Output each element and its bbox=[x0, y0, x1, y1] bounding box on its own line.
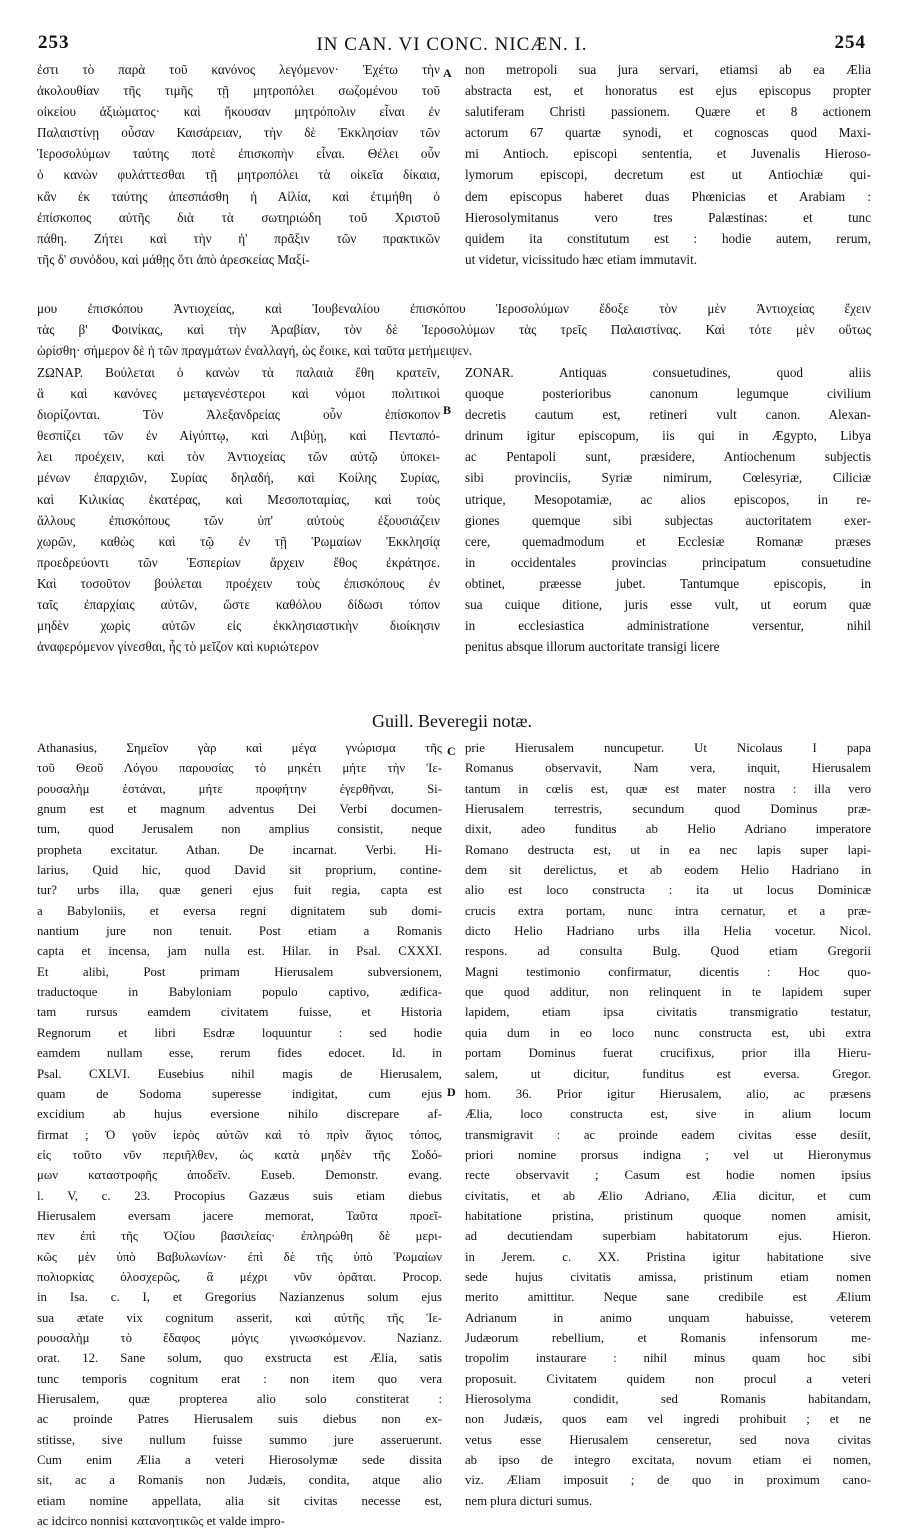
notes-right-line: prie Hierusalem nuncupetur. Ut Nicolaus I papa bbox=[465, 741, 871, 755]
notes-right-line: quia dum in eo loco nunc constructa est, ubi extra bbox=[465, 1025, 871, 1040]
notes-right-line: Ælia, loco constructa est, sive in alium locum bbox=[465, 1107, 871, 1122]
zonaras-latin-line: ac Pentapoli sunt, præsidere, Antiochenum subjectis bbox=[465, 449, 871, 465]
notes-left-line: κῶς μὲν ὑπὸ Βαβυλωνίων· ἐπὶ δὲ τῆς ὑπὸ Ῥωμαίων bbox=[37, 1249, 442, 1264]
notes-left-line: sit, ac a Romanis non Judæis, condita, atque alio bbox=[37, 1473, 442, 1488]
zonaras-greek-line: ἀναφερόμενον γίνεσθαι, ἧς τὸ μεῖζον καὶ κυριώτερον bbox=[37, 639, 319, 655]
greek-text-line: πάθη. Ζήτει καὶ τὴν ἡ' πρᾶξιν τῶν πρακτικῶν bbox=[37, 230, 440, 246]
notes-left-line: tam rursus eamdem civitatem fuisse, et Historia bbox=[37, 1005, 442, 1020]
notes-right-line: viz. Æliam imposuit ; de quo in proximum cano- bbox=[465, 1473, 871, 1488]
zonaras-latin-line: decretis cautum est, retineri vult canon. Alexan- bbox=[465, 407, 871, 423]
latin-text-line: Hierosolymitanus vero tres Palæstinas: et tunc bbox=[465, 209, 871, 225]
notes-left-line: stitisse, sive nullum fuisse summo jure asseruerunt. bbox=[37, 1432, 442, 1447]
notes-right-line: dicto Helio Hadriano urbs illa Helia vocetur. Nicol. bbox=[465, 924, 871, 939]
notes-right-line: transmigravit : ac proinde eadem civitas esse desiit, bbox=[465, 1127, 871, 1142]
notes-left-line: εἰς τοῦτο νῦν περιῆλθεν, ὡς κατὰ μηδὲν τῆς Σοδό- bbox=[37, 1147, 442, 1162]
greek-text-line: ὡρίσθη· σήμερον δὲ ἡ τῶν πραγμάτων ἐναλλαγή, ὡς ἔοικε, καὶ ταῦτα μετήμειψεν. bbox=[37, 343, 473, 359]
greek-text-line: τῆς δ' συνόδου, καὶ μάθῃς ὅτι ἀπὸ ἀρεσκείας Μαξί- bbox=[37, 251, 310, 267]
notes-left-line: traductoque in Babyloniam populo captivo, ædifica- bbox=[37, 985, 442, 1000]
greek-text-line: ἀκολουθίαν τῆς τιμῆς τῇ μητροπόλει σωζομένου τοῦ bbox=[37, 83, 440, 99]
notes-right-line: crucis extra portam, nunc intra cernatur, et a præ- bbox=[465, 903, 871, 918]
notes-left-line: propheta excitatur. Athan. De incarnat. Verbi. Hi- bbox=[37, 842, 442, 857]
notes-left-line: Regnorum et libri Esdræ loquuntur : sed hodie bbox=[37, 1025, 442, 1040]
greek-text-line: ἐπίσκοπος αὐτῆς διὰ τὰ σωτηριώδη τοῦ Χριστοῦ bbox=[37, 209, 440, 225]
notes-right-line: dem sit derelictus, et ab eodem Helio Hadriano in bbox=[465, 863, 871, 878]
notes-left-line: nantium jure non tenuit. Post etiam a Romanis bbox=[37, 924, 442, 939]
notes-left-line: πολιορκίας ὁλοσχερῶς, ἃ μέχρι νῦν ὁρᾶται. Procop. bbox=[37, 1269, 442, 1284]
latin-text-line: quidem ita constitutum est : hodie autem, rerum, bbox=[465, 230, 871, 246]
notes-right-line: habitatione pristina, pristinum quoque nomen amisit, bbox=[465, 1208, 871, 1223]
notes-right-line: nem plura dicturi sumus. bbox=[465, 1493, 593, 1508]
notes-right-line: proposuit. Civitatem quidem non procul a veteri bbox=[465, 1371, 871, 1386]
notes-left-line: larius, Quid hic, quod David sit proprium, contine- bbox=[37, 863, 442, 878]
greek-text-line: ἐστι τὸ παρὰ τοῦ κανόνος λεγόμενον· Ἐχέτω τὴν bbox=[37, 62, 440, 77]
notes-right-line: priori nomine prorsus indigna ; vel ut Hieronymus bbox=[465, 1147, 871, 1162]
notes-right-line: civitatis, et ab Ælio Adriano, Ælia dicitur, et cum bbox=[465, 1188, 871, 1203]
zonaras-greek-line: ἃ καὶ κανόνες μεταγενέστεροι καὶ νόμοι πολιτικοὶ bbox=[37, 386, 440, 402]
margin-marker-b: B bbox=[443, 403, 452, 417]
notes-right-line: ab ipso de integro excitata, novum etiam ei nomen, bbox=[465, 1453, 871, 1468]
notes-left-line: l. V, c. 23. Procopius Gazæus suis etiam diebus bbox=[37, 1188, 442, 1203]
notes-left-line: μων καταστροφῆς ἀποδεῖν. Euseb. Demonstr. evang. bbox=[37, 1168, 442, 1183]
notes-left-line: tum, quod Jerusalem non amplius consistit, neque bbox=[37, 822, 442, 837]
zonaras-greek-line: ταῖς ἐπαρχίαις αὐτῶν, ὥστε καθόλου δίδωσι τόπον bbox=[37, 597, 440, 613]
notes-left-column bbox=[37, 738, 442, 1531]
notes-left-line: ρουσαλὴμ τὸ ἔδαφος μόγις γινωσκόμενον. Nazianz. bbox=[37, 1330, 442, 1345]
greek-text-line: ὁ κανὼν φυλάττεσθαι τῇ μητροπόλει τὰ οἰκεῖα δίκαια, bbox=[37, 167, 440, 183]
zonaras-latin-column bbox=[465, 362, 871, 657]
notes-left-line: a Babyloniis, et eversa regni dignitatem sub domi- bbox=[37, 903, 442, 918]
notes-left-line: ac idcirco nonnisi κατανοητικῶς et valde impro- bbox=[37, 1514, 285, 1529]
latin-text-line: mi Antioch. episcopi sententia, et Juvenalis Hieroso- bbox=[465, 146, 871, 162]
notes-left-line: in Isa. c. I, et Gregorius Nazianzenus solum ejus bbox=[37, 1290, 442, 1305]
notes-right-line: que quod additur, non relinquent in te lapidem super bbox=[465, 985, 871, 1000]
page-number-left: 253 bbox=[38, 32, 70, 53]
zonaras-latin-line: ZONAR. Antiquas consuetudines, quod aliis bbox=[465, 365, 871, 380]
notes-left-line: excidium ab hujus eversione nihilo discrepare af- bbox=[37, 1107, 442, 1122]
zonaras-greek-line: μένων ἐπαρχιῶν, Συρίας δηλαδή, καὶ Κοίλης Συρίας, bbox=[37, 470, 440, 486]
notes-left-line: tur? urbs illa, quæ generi ejus fuit regia, capta est bbox=[37, 883, 442, 898]
notes-left-line: πεν ἐπὶ τῆς Ὀζίου βασιλείας· ἐπληρώθη δὲ μερι- bbox=[37, 1229, 442, 1244]
zonaras-greek-line: ΖΩΝΑΡ. Βούλεται ὁ κανὼν τὰ παλαιὰ ἔθη κρατεῖν, bbox=[37, 365, 440, 380]
greek-full-width-paragraph bbox=[37, 298, 871, 361]
notes-left-line: firmat ; Ὁ γοῦν ἱερὸς αὐτῶν καὶ τὸ πρὶν ἅγιος τόπος, bbox=[37, 1127, 442, 1142]
notes-right-line: Adrianum in animo unquam habuisse, veterem bbox=[465, 1310, 871, 1325]
notes-right-line: hom. 36. Prior igitur Hierusalem, alio, ac præsens bbox=[465, 1086, 871, 1101]
latin-text-line: salutiferam Christi passionem. Quære et 8 actionem bbox=[465, 104, 871, 120]
zonaras-latin-line: quoque posterioribus canonum legumque civilium bbox=[465, 386, 871, 402]
page-number-right: 254 bbox=[834, 32, 866, 53]
notes-left-line: τοῦ Θεοῦ Λόγου παρουσίας τὸ μηκέτι μήτε τὴν Ἱε- bbox=[37, 761, 442, 776]
zonaras-greek-line: χωρῶν, καθὼς καὶ τῷ ἐν τῇ Ῥωμαίων Ἐκκλησίᾳ bbox=[37, 533, 440, 549]
greek-text-line: μου ἐπισκόπου Ἀντιοχείας, καὶ Ἰουβεναλίου ἐπισκόπου Ἱεροσολύμων ἔδοξε τὸν μὲν Ἀντιοχείας ἔχειν bbox=[37, 301, 871, 316]
notes-left-line: capta et incensa, jam nulla est. Hilar. in Psal. CXXXI. bbox=[37, 944, 442, 959]
zonaras-greek-line: θεσπίζει τῶν ἐν Αἰγύπτῳ, καὶ Λιβύῃ, καὶ Πενταπό- bbox=[37, 428, 440, 444]
zonaras-greek-line: προεδρεύοντι τῶν Ἑσπερίων ἄρχειν ἔθος ἐκράτησε. bbox=[37, 554, 440, 570]
zonaras-latin-line: giones quemque sibi subjectas auctoritatem exer- bbox=[465, 512, 871, 528]
zonaras-latin-line: obtinet, præesse jubet. Tantumque episcopis, in bbox=[465, 575, 871, 591]
notes-left-line: sua ætate vix cognitum asserit, καὶ αὐτῆς τῆς Ἱε- bbox=[37, 1310, 442, 1325]
zonaras-latin-line: sibi provinciis, Syriæ nimirum, Cœlesyriæ, Ciliciæ bbox=[465, 470, 871, 486]
zonaras-latin-line: in occidentales provincias principatum consuetudine bbox=[465, 554, 871, 570]
latin-text-line: ut videtur, vicissitudo hæc etiam immutavit. bbox=[465, 251, 698, 267]
zonaras-greek-line: λει προέχειν, καὶ τὸν Ἀντιοχείας τῶν αὐτῷ ὑποκει- bbox=[37, 449, 440, 465]
notes-left-line: Psal. CXLVI. Eusebius nihil magis de Hierusalem, bbox=[37, 1066, 442, 1081]
notes-left-line: orat. 12. Sane solum, quo exstructa est Ælia, satis bbox=[37, 1351, 442, 1366]
greek-column-top bbox=[37, 59, 440, 270]
notes-right-line: tropolim instaurare : nihil minus quam hoc sibi bbox=[465, 1351, 871, 1366]
margin-marker-d: D bbox=[447, 1085, 456, 1099]
margin-marker-a: A bbox=[443, 66, 452, 80]
notes-right-line: ad decutiendam superbiam habitatorum ejus. Hieron. bbox=[465, 1229, 871, 1244]
notes-right-line: Hierosolyma condidit, sed Romanis habitandam, bbox=[465, 1392, 871, 1406]
notes-right-line: merito amittitur. Neque sane credibile est Ælium bbox=[465, 1290, 871, 1305]
zonaras-latin-line: drinum igitur episcopum, iis qui in Ægypto, Libya bbox=[465, 428, 871, 444]
latin-text-line: lymorum episcopi, decretum est ut Antiochiæ qui- bbox=[465, 167, 871, 183]
notes-right-line: Romano destructa est, ut in ea nec lapis super lapi- bbox=[465, 842, 871, 857]
latin-column-top bbox=[465, 59, 871, 270]
zonaras-latin-line: utrique, Mesopotamiæ, ac alios episcopos, in re- bbox=[465, 491, 871, 507]
zonaras-greek-line: καὶ Κιλικίας ἑκατέρας, καὶ Μεσοποταμίας, καὶ τοὺς bbox=[37, 491, 440, 507]
notes-right-line: tantum in cœlis est, quæ est mater nostra : illa vero bbox=[465, 781, 871, 796]
notes-right-line: vetus esse Hierusalem censeretur, sed nova civitas bbox=[465, 1432, 871, 1447]
notes-right-line: Judæorum rebellium, et Romanis infensorum me- bbox=[465, 1330, 871, 1345]
notes-right-line: dixit, adeo funditus ab Helio Adriano imperatore bbox=[465, 822, 871, 837]
notes-right-line: alio est loco constructa : ita ut locus Dominicæ bbox=[465, 883, 871, 898]
notes-left-line: eamdem nullam esse, rerum fides edocet. Id. in bbox=[37, 1046, 442, 1061]
zonaras-greek-line: διορίζονται. Τὸν Ἀλεξανδρείας οὖν ἐπίσκοπον bbox=[37, 407, 440, 423]
notes-right-line: Hierusalem terrestris, secundum quod Dominus præ- bbox=[465, 802, 871, 817]
greek-text-line: Παλαιστίνῃ οὖσαν Καισάρειαν, τὴν δὲ Ἐκκλησίαν τῶν bbox=[37, 125, 440, 141]
zonaras-latin-line: sua cuique ditione, juris esse vult, ut eorum quæ bbox=[465, 597, 871, 613]
notes-right-column bbox=[465, 738, 871, 1511]
notes-left-line: quam de Sodoma superesse indigitat, cum ejus bbox=[37, 1086, 442, 1101]
latin-text-line: actorum 67 quartæ synodi, et cognoscas quod Maxi- bbox=[465, 125, 871, 141]
zonaras-latin-line: in ecclesiastica administratione versentur, nihil bbox=[465, 618, 871, 634]
running-title: IN CAN. VI CONC. NICÆN. I. bbox=[316, 34, 588, 55]
notes-right-line: portam Dominus fuerat crucifixus, prior illa Hieru- bbox=[465, 1046, 871, 1061]
greek-text-line: Ἱεροσολύμων ταύτης ποτὲ ἐπισκοπὴν εἶναι. Θέλει οὖν bbox=[37, 146, 440, 162]
notes-left-line: Et alibi, Post primam Hierusalem subversionem, bbox=[37, 964, 442, 979]
notes-right-line: salem, ut dicitur, funditus est eversa. Gregor. bbox=[465, 1066, 871, 1081]
latin-text-line: non metropoli sua jura servari, etiamsi ab ea Ælia bbox=[465, 62, 871, 77]
latin-text-line: dem episcopus haberet duas Phœnicias et Arabiam : bbox=[465, 188, 871, 204]
notes-left-line: Athanasius, Σημεῖον γὰρ καὶ μέγα γνώρισμα τῆς bbox=[37, 741, 442, 755]
notes-left-line: Hierusalem, quæ propterea alio solo constiterat : bbox=[37, 1392, 442, 1406]
zonaras-latin-line: cere, quemadmodum et Ecclesiæ Romanæ præses bbox=[465, 533, 871, 549]
page-header bbox=[38, 32, 866, 60]
greek-text-line: τὰς β' Φοινίκας, καὶ τὴν Ἀραβίαν, τὸν δὲ Ἱεροσολύμων τὰς τρεῖς Παλαιστίνας. Καὶ τότε μὲν οὕτως bbox=[37, 322, 871, 338]
notes-heading: Guill. Beveregii notæ. bbox=[372, 711, 532, 731]
latin-text-line: abstracta est, et honoratus est ejus episcopus propter bbox=[465, 83, 871, 99]
zonaras-greek-line: μηδὲν χωρὶς αὐτῶν εἰς ἐκκλησιαστικὴν διοίκησιν bbox=[37, 618, 440, 634]
notes-right-line: sede hujus civitatis amissa, pristinum etiam nomen bbox=[465, 1269, 871, 1284]
zonaras-latin-line: penitus absque illorum auctoritate transigi licere bbox=[465, 639, 720, 655]
zonaras-greek-line: ἄλλους ἐπισκόπους τῶν ὑπ' αὐτοὺς ἐξουσιάζειν bbox=[37, 512, 440, 528]
notes-right-line: respons. ad consulta Bulg. Quod etiam Gregorii bbox=[465, 944, 871, 959]
notes-right-line: Romanus observavit, Nam vera, inquit, Hierusalem bbox=[465, 761, 871, 776]
notes-right-line: recte observavit ; Casum est hodie nomen ipsius bbox=[465, 1168, 871, 1183]
margin-marker-c: C bbox=[447, 744, 456, 758]
notes-left-line: tunc temporis cognitum erat : non item quo vera bbox=[37, 1371, 442, 1386]
notes-left-line: etiam nomine appellata, alia sit civitas necesse est, bbox=[37, 1493, 442, 1508]
notes-left-line: ac proinde Patres Hierusalem suis diebus non ex- bbox=[37, 1412, 442, 1427]
zonaras-greek-column bbox=[37, 362, 440, 657]
notes-right-line: Magni testimonio confirmatur, dicentis : Hoc quo- bbox=[465, 964, 871, 979]
zonaras-greek-line: Καὶ τοσοῦτον βούλεται προέχειν τοὺς ἐπισκόπους ἐν bbox=[37, 575, 440, 591]
notes-right-line: non Judæis, quos eam vel ingredi prohibuit ; et ne bbox=[465, 1412, 871, 1427]
notes-left-line: Cum enim Ælia a veteri Hierosolymæ sede dissita bbox=[37, 1453, 442, 1468]
notes-left-line: ρουσαλὴμ ἑστάναι, μήτε προφήτην ἐγερθῆναι, Si- bbox=[37, 781, 442, 796]
notes-right-line: in Jerem. c. XX. Pristina igitur habitatione sive bbox=[465, 1249, 871, 1264]
notes-left-line: gnum est et magnum adventus Dei Verbi documen- bbox=[37, 802, 442, 817]
greek-text-line: οἰκείου ἀξιώματος· καὶ ἤκουσαν μητρόπολιν εἶναι ἐν bbox=[37, 104, 440, 120]
notes-right-line: lapidem, etiam ipsa civitatis transmigratio testatur, bbox=[465, 1005, 871, 1020]
notes-left-line: Hierusalem eversam jacere memorat, Ταῦτα προεῖ- bbox=[37, 1208, 442, 1223]
greek-text-line: κἂν ἐκ ταύτης ἀπεσπάσθη ἡ Αἰλία, καὶ ἐτιμήθη ὁ bbox=[37, 188, 440, 204]
